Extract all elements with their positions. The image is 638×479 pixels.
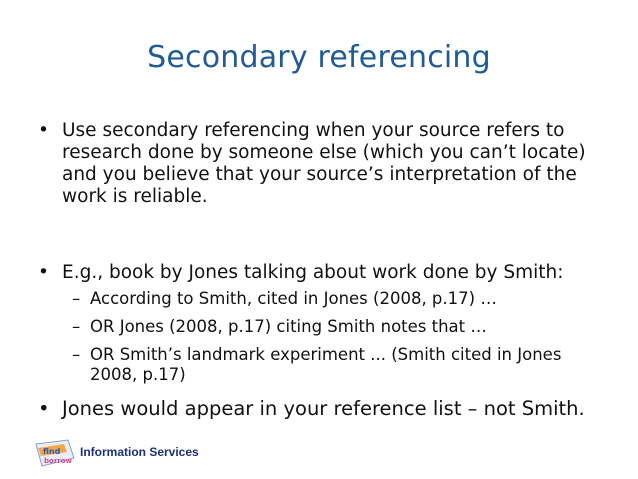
bullet-text: Jones would appear in your reference list – not Smith.: [62, 397, 585, 420]
sub-bullet-text: OR Jones (2008, p.17) citing Smith notes that …: [90, 317, 487, 336]
sub-bullet-text: According to Smith, cited in Jones (2008, p.17) …: [90, 289, 497, 308]
find-borrow-logo-icon: [34, 438, 76, 468]
sub-bullet-item: [72, 289, 612, 309]
bullet-text: Use secondary referencing when your source refers to research done by someone else (which you can’t locate) and you believe that your source’s interpretation of the work is reliable.: [62, 120, 586, 207]
information-services-logo: [34, 438, 234, 468]
bullet-item: [38, 262, 613, 284]
logo-badge-word: find: [43, 447, 61, 456]
bullet-marker: •: [38, 397, 50, 420]
dash-marker: –: [72, 317, 81, 336]
logo-badge-word: borrow: [44, 457, 72, 465]
bullet-marker: •: [38, 120, 49, 141]
sub-bullet-item: [72, 317, 612, 337]
sub-bullet-item: [72, 345, 572, 385]
logo-text: Information Services: [80, 445, 199, 459]
bullet-text: E.g., book by Jones talking about work done by Smith:: [62, 262, 564, 283]
dash-marker: –: [72, 345, 81, 364]
dash-marker: –: [72, 289, 81, 308]
bullet-item: [38, 398, 618, 420]
slide-title: Secondary referencing: [147, 40, 491, 75]
bullet-item: [38, 120, 598, 208]
bullet-marker: •: [38, 262, 49, 283]
sub-bullet-text: OR Smith’s landmark experiment ... (Smith cited in Jones 2008, p.17): [90, 345, 562, 384]
